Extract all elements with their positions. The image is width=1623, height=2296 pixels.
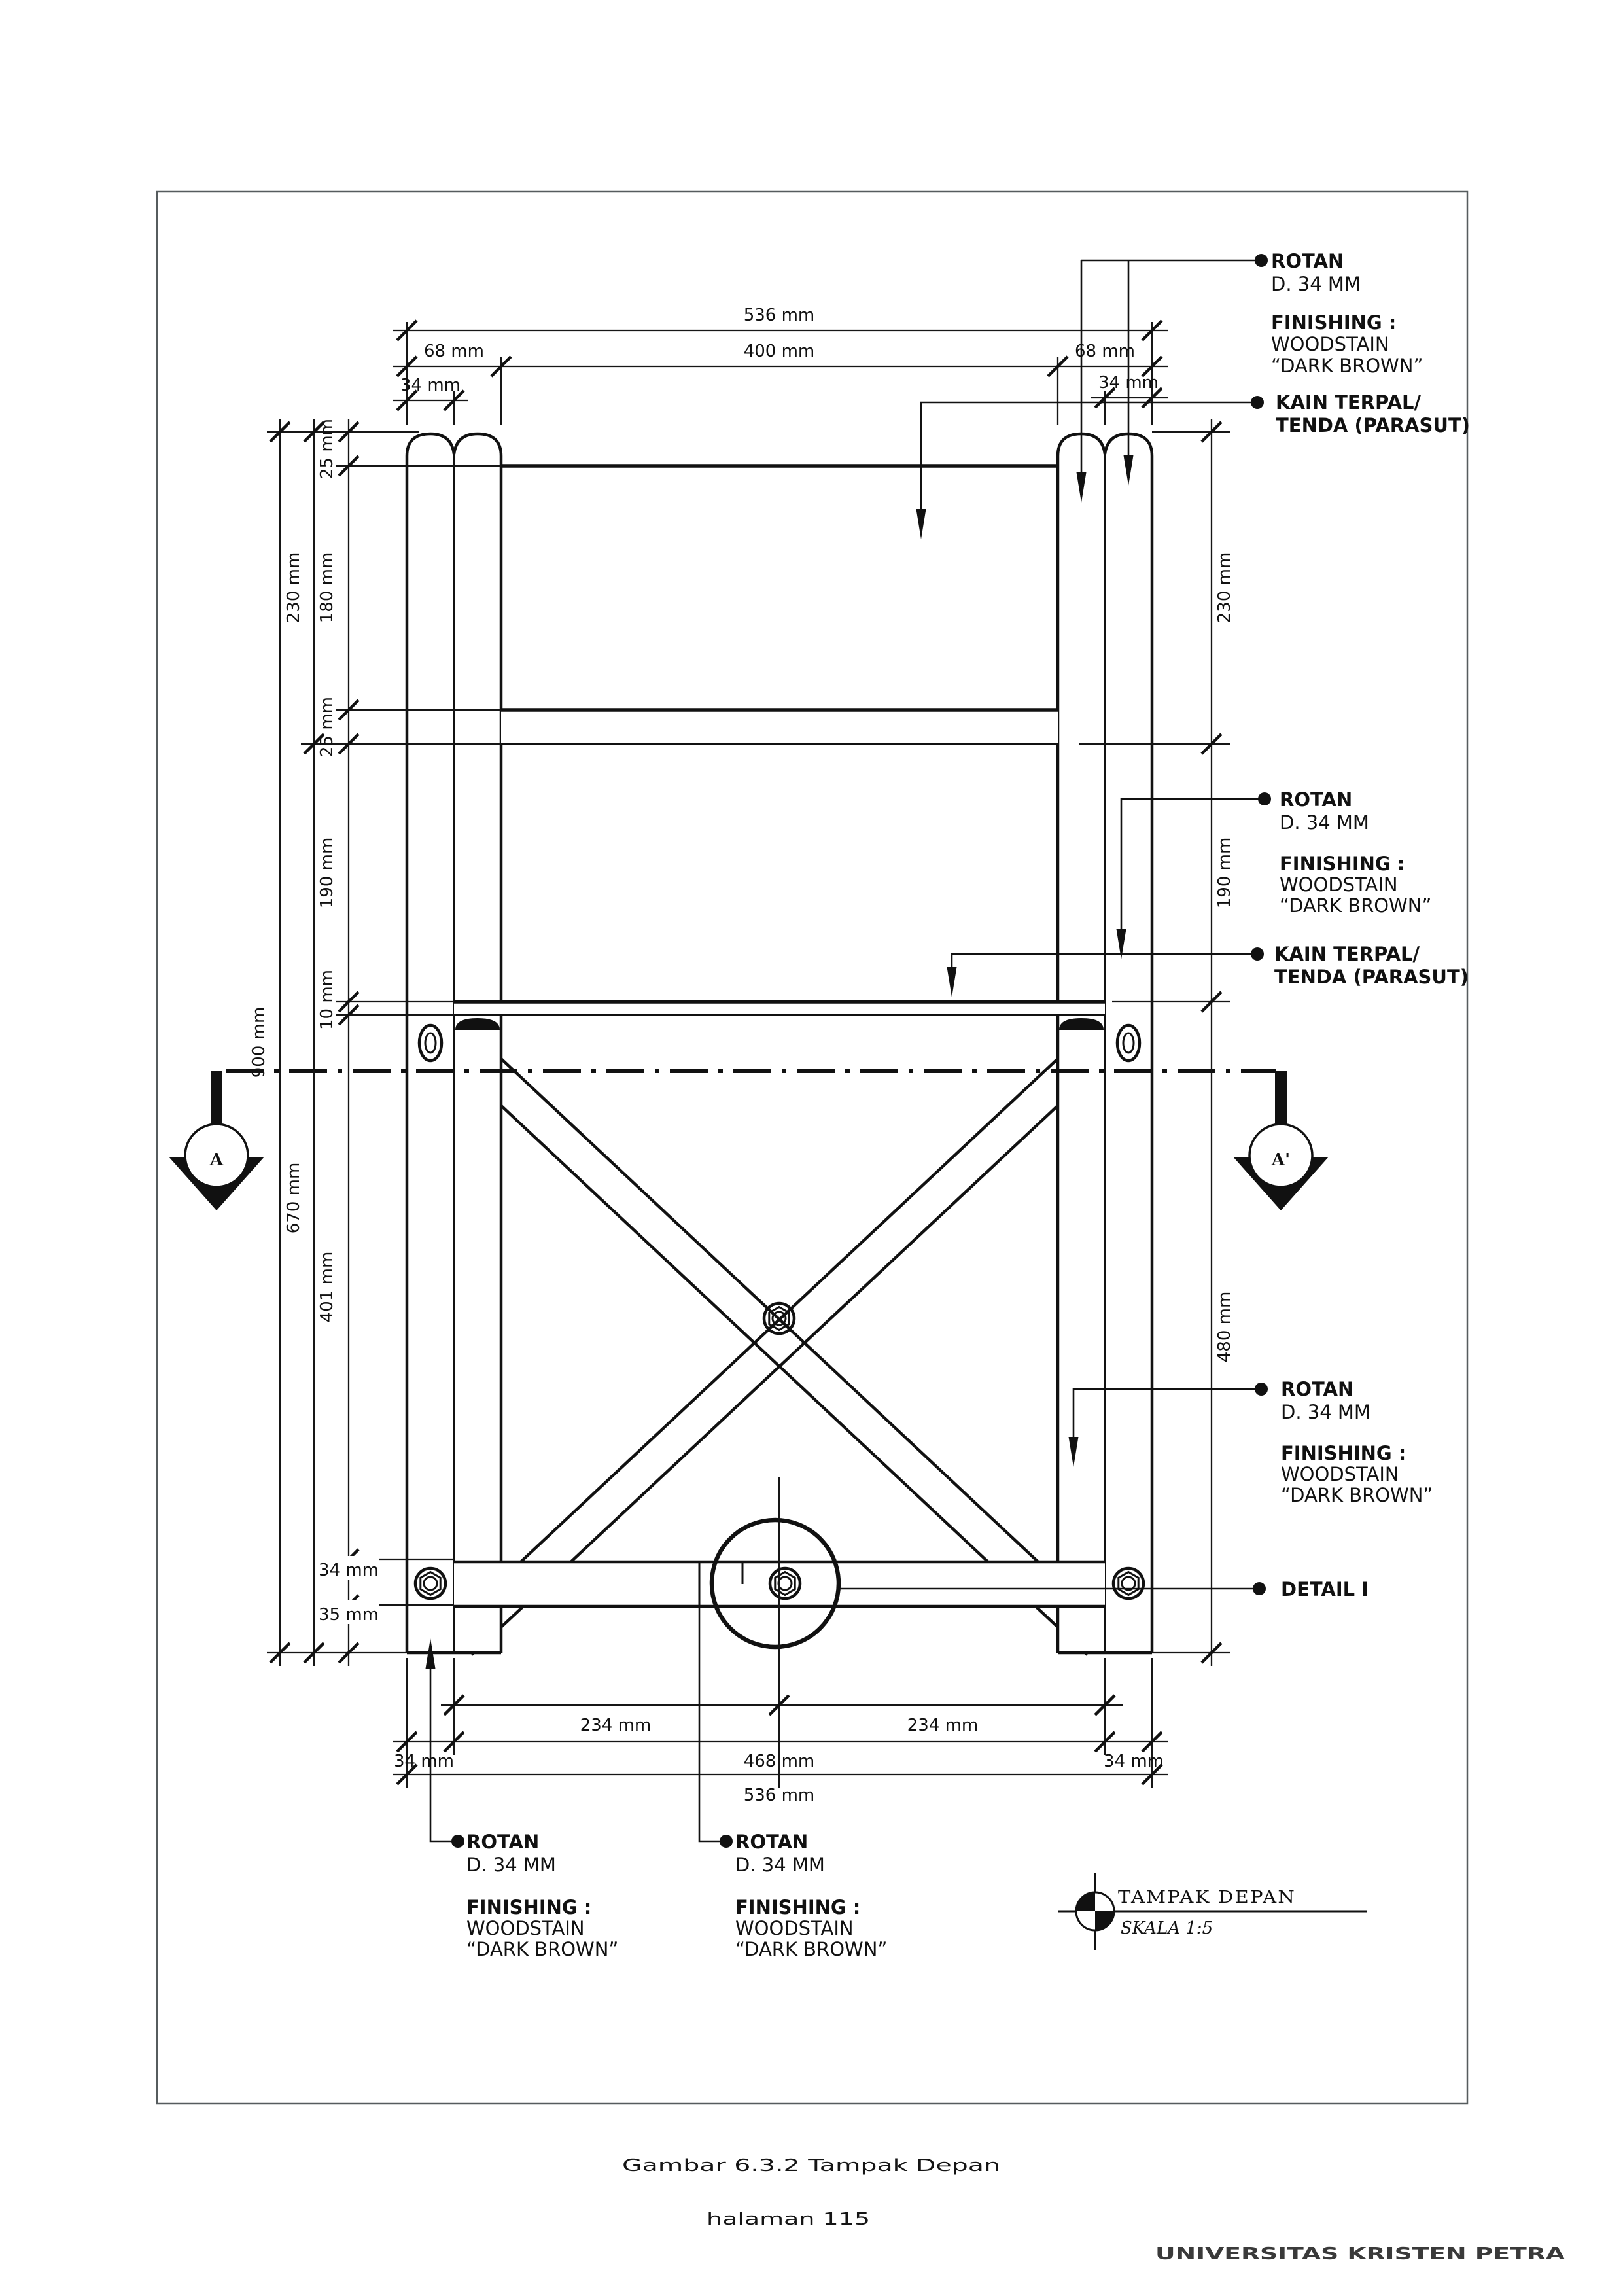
leg-tubes-left: [407, 434, 501, 1653]
annotation-rotan-bottom-center: [735, 1831, 887, 1960]
dim-left-401: 401 mm: [317, 1251, 337, 1323]
dim-top-pair-right: 68 mm: [1074, 342, 1136, 361]
dim-left-25b: 25 mm: [317, 696, 337, 758]
dim-top-tube-right: 34 mm: [1098, 373, 1159, 393]
dimensions-bottom: [393, 1477, 1168, 1805]
label-rotan: ROTAN: [1281, 1378, 1354, 1400]
page-number: halaman 115: [707, 2210, 870, 2229]
institution-footer: UNIVERSITAS KRISTEN PETRA: [1155, 2244, 1565, 2264]
label-darkbrown: “DARK BROWN”: [1280, 894, 1432, 917]
dim-top-pair-left: 68 mm: [423, 342, 485, 361]
section-line: [169, 1071, 1329, 1210]
label-rotan-size: D. 34 MM: [1281, 1401, 1370, 1423]
annotation-rotan-top: [1271, 250, 1423, 377]
dim-bottom-234-right: 234 mm: [907, 1716, 979, 1735]
label-rotan-size: D. 34 MM: [735, 1854, 825, 1876]
label-finishing: FINISHING :: [1271, 311, 1397, 334]
label-darkbrown: “DARK BROWN”: [735, 1938, 888, 1960]
label-rotan: ROTAN: [1271, 250, 1344, 272]
view-scale: SKALA 1:5: [1121, 1918, 1213, 1938]
dim-bottom-total: 536 mm: [743, 1786, 815, 1805]
label-finishing: FINISHING :: [735, 1896, 861, 1918]
annotation-kain-mid: [1274, 943, 1469, 988]
section-marker-a: [169, 1071, 264, 1210]
label-woodstain: WOODSTAIN: [466, 1917, 585, 1939]
label-kain-2: TENDA (PARASUT): [1274, 966, 1469, 988]
dim-right-480: 480 mm: [1215, 1291, 1234, 1363]
section-marker-a-prime: [1233, 1071, 1329, 1210]
dim-left-180: 180 mm: [317, 552, 337, 624]
leg-tubes-right: [1058, 434, 1152, 1653]
annotation-rotan-bottom-left: [466, 1831, 618, 1960]
title-block: [1058, 1873, 1367, 1950]
seat-rail: [454, 1002, 1105, 1015]
label-darkbrown: “DARK BROWN”: [466, 1938, 619, 1960]
annotation-rotan-mid: [1280, 788, 1431, 917]
label-rotan-size: D. 34 MM: [1280, 811, 1369, 834]
label-rotan: ROTAN: [466, 1831, 540, 1853]
chair-front-view: [407, 434, 1152, 1655]
label-finishing: FINISHING :: [1280, 853, 1405, 875]
dim-left-230: 230 mm: [284, 552, 304, 624]
section-label-a-prime: A': [1271, 1150, 1291, 1170]
figure-caption: Gambar 6.3.2 Tampak Depan: [622, 2156, 1000, 2176]
label-rotan: ROTAN: [1280, 788, 1353, 811]
label-darkbrown: “DARK BROWN”: [1281, 1484, 1433, 1506]
label-finishing: FINISHING :: [466, 1896, 592, 1918]
backrest-mid-rail: [501, 710, 1058, 744]
section-label-a: A: [209, 1150, 224, 1170]
dim-right-190: 190 mm: [1215, 837, 1234, 909]
view-title: TAMPAK DEPAN: [1118, 1888, 1296, 1907]
label-rotan: ROTAN: [735, 1831, 809, 1853]
label-kain-1: KAIN TERPAL/: [1274, 943, 1420, 965]
dim-left-foot35: 35 mm: [318, 1605, 379, 1625]
dim-top-tube-left: 34 mm: [400, 376, 461, 395]
dim-left-rail34: 34 mm: [318, 1561, 379, 1580]
label-kain-2: TENDA (PARASUT): [1276, 414, 1471, 436]
label-darkbrown: “DARK BROWN”: [1271, 355, 1423, 377]
dim-bottom-468: 468 mm: [743, 1752, 815, 1771]
annotation-detail-i: DETAIL I: [1281, 1578, 1369, 1600]
dim-right-230: 230 mm: [1215, 552, 1234, 624]
label-kain-1: KAIN TERPAL/: [1276, 391, 1422, 414]
label-woodstain: WOODSTAIN: [1280, 874, 1398, 896]
dim-bottom-34-left: 34 mm: [393, 1752, 455, 1771]
dim-bottom-34-right: 34 mm: [1103, 1752, 1164, 1771]
label-woodstain: WOODSTAIN: [1281, 1463, 1399, 1485]
label-woodstain: WOODSTAIN: [1271, 333, 1389, 355]
dim-bottom-234-left: 234 mm: [580, 1716, 652, 1735]
dim-left-total: 900 mm: [249, 1006, 269, 1078]
dim-left-190: 190 mm: [317, 837, 337, 909]
dim-left-670: 670 mm: [284, 1162, 304, 1234]
label-finishing: FINISHING :: [1281, 1442, 1406, 1464]
label-woodstain: WOODSTAIN: [735, 1917, 854, 1939]
dim-left-10: 10 mm: [317, 969, 337, 1031]
dim-left-25a: 25 mm: [317, 418, 337, 480]
annotation-kain-top: [1276, 391, 1470, 436]
annotation-rotan-low: [1281, 1378, 1433, 1506]
dimensions-top: [393, 306, 1168, 425]
dim-top-opening: 400 mm: [743, 342, 815, 361]
dim-top-total: 536 mm: [743, 306, 815, 325]
label-rotan-size: D. 34 MM: [466, 1854, 556, 1876]
label-rotan-size: D. 34 MM: [1271, 273, 1361, 295]
